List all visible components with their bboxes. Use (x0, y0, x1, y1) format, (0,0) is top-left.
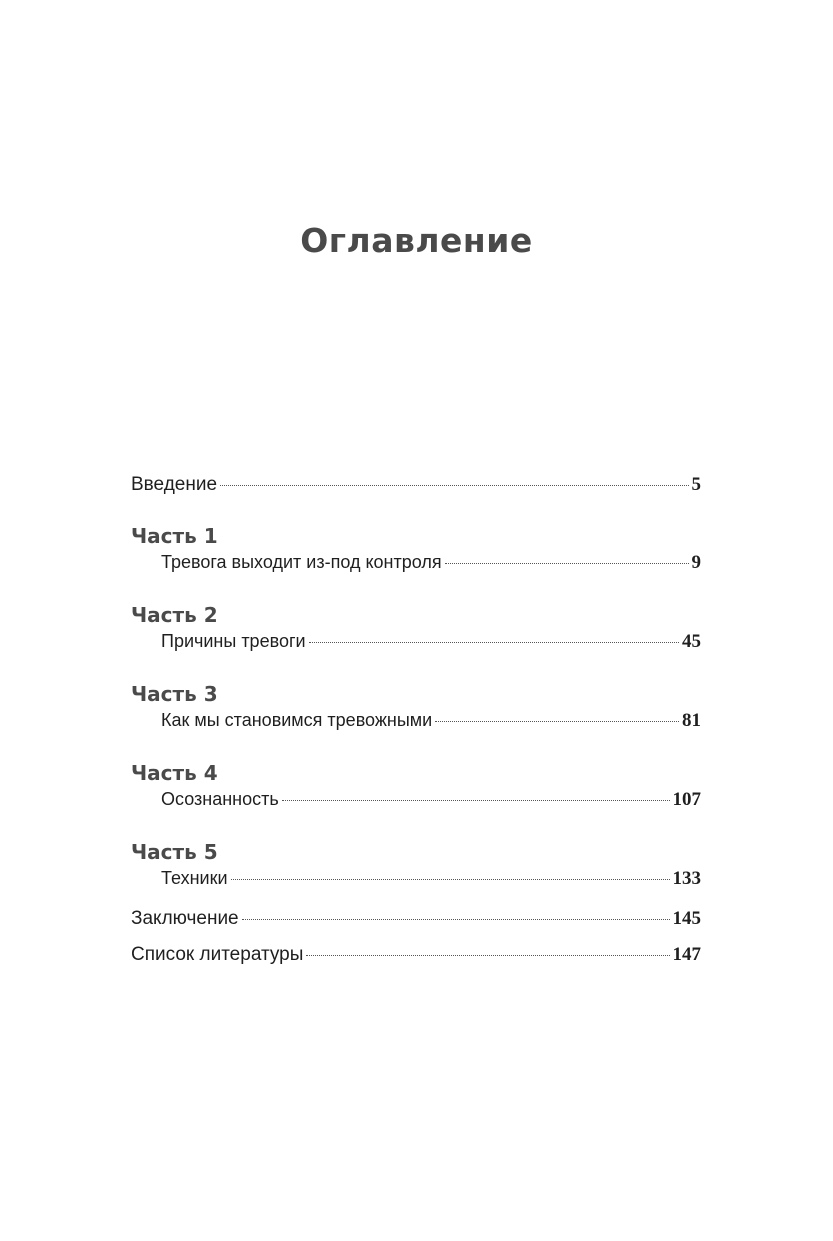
toc-page-number: 133 (672, 868, 701, 889)
toc-page-number: 81 (682, 710, 701, 731)
dot-leader (445, 563, 689, 564)
toc-entry-part-5[interactable] (131, 865, 701, 892)
toc-page-number: 107 (672, 789, 701, 810)
dot-leader (220, 485, 688, 486)
page-title: Оглавление (300, 221, 533, 260)
toc-page-number: 5 (691, 474, 701, 495)
toc-entry-references[interactable] (131, 942, 701, 968)
toc-entry-part-1[interactable] (131, 549, 701, 576)
toc-part-3 (131, 681, 701, 734)
toc-page-number: 145 (672, 908, 701, 929)
toc-part-4 (131, 760, 701, 813)
toc-entry-label: Тревога выходит из-под контроля (161, 552, 442, 572)
part-heading: Часть 1 (131, 524, 218, 548)
toc-entry-label: Введение (131, 474, 218, 495)
table-of-contents (131, 472, 701, 968)
toc-entry-label: Причины тревоги (161, 631, 306, 651)
part-heading: Часть 2 (131, 603, 218, 627)
toc-entry-label: Осознанность (161, 789, 279, 809)
dot-leader (282, 800, 670, 801)
dot-leader (231, 879, 670, 880)
toc-entry-label: Как мы становимся тревожными (161, 710, 433, 730)
part-heading: Часть 5 (131, 840, 218, 864)
toc-part-2 (131, 602, 701, 655)
toc-page-number: 45 (682, 631, 701, 652)
dot-leader (242, 919, 670, 920)
toc-entry-label: Список литературы (131, 944, 304, 965)
toc-entry-label: Заключение (131, 908, 239, 929)
toc-part-5 (131, 839, 701, 892)
part-heading: Часть 3 (131, 682, 218, 706)
dot-leader (306, 955, 669, 956)
toc-entry-part-2[interactable] (131, 628, 701, 655)
dot-leader (435, 721, 679, 722)
toc-page-number: 147 (672, 944, 701, 965)
toc-page-number: 9 (691, 552, 701, 573)
toc-entry-part-4[interactable] (131, 786, 701, 813)
toc-entry-label: Техники (161, 868, 228, 888)
toc-entry-conclusion[interactable] (131, 906, 701, 932)
toc-part-1 (131, 523, 701, 576)
dot-leader (309, 642, 679, 643)
part-heading: Часть 4 (131, 761, 218, 785)
toc-entry-part-3[interactable] (131, 707, 701, 734)
toc-entry-intro[interactable] (131, 472, 701, 498)
